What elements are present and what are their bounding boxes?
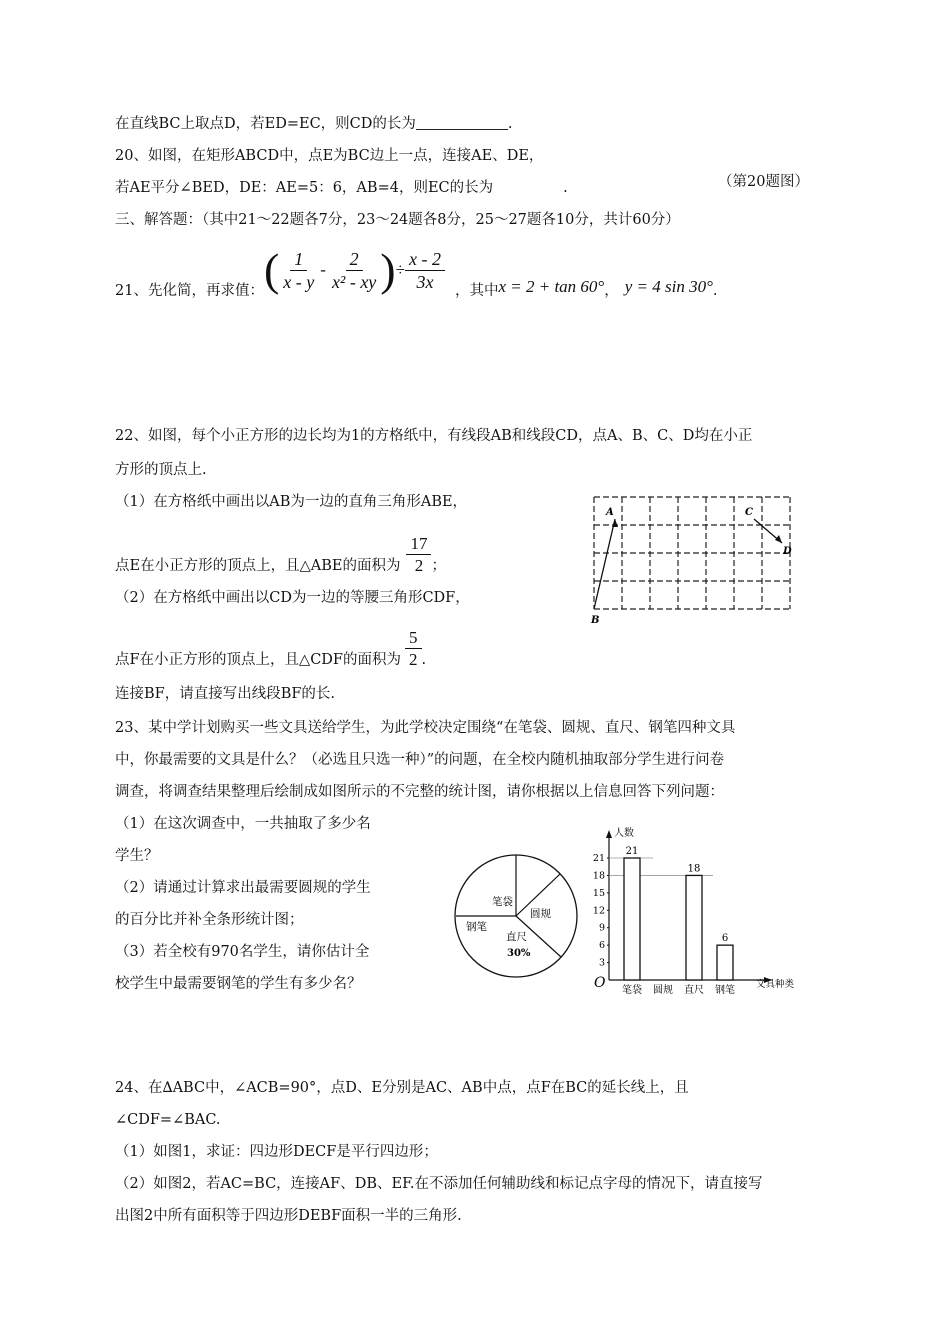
q22-part1-end: ； — [431, 558, 446, 574]
bar-value-label: 18 — [687, 863, 701, 875]
q22-part1b-text: 点E在小正方形的顶点上，且△ABE的面积为 — [115, 558, 401, 574]
pie-label-yuangui: 圆规 — [530, 908, 551, 920]
label-c: C — [745, 507, 753, 518]
q22-line1: 22、如图，每个小正方形的边长均为1的方格纸中，有线段AB和线段CD，点A、B、C、D均在小正 — [115, 428, 753, 444]
q19-end: . — [507, 116, 513, 132]
q20-line2 — [115, 178, 568, 198]
q21-cond-x: x = 2 + tan 60° — [498, 277, 605, 296]
q22-part1: （1）在方格纸中画出以AB为一边的直角三角形ABE， — [115, 494, 468, 510]
y-tick-label: 21 — [592, 853, 605, 864]
q21-minus: - — [320, 260, 326, 279]
y-axis-label: 人数 — [614, 828, 634, 839]
q23-sub3b: 校学生中最需要钢笔的学生有多少名？ — [115, 976, 362, 992]
q23-sub2b: 的百分比并补全条形统计图； — [115, 912, 304, 928]
q20-figure-caption: （第20题图） — [718, 174, 809, 190]
q23-line1: 23、某中学计划购买一些文具送给学生，为此学校决定围绕“在笔袋、圆规、直尺、钢笔四种文具 — [115, 720, 736, 736]
y-axis-arrow — [606, 830, 612, 838]
q23-pie-chart — [452, 852, 582, 982]
q21-divide: ÷ — [395, 260, 405, 279]
q22-part2b-text: 点F在小正方形的顶点上，且△CDF的面积为 — [115, 652, 401, 668]
q21-where: ，其中 — [454, 283, 499, 299]
bar — [717, 945, 733, 980]
q24-part2b: 出图2中所有面积等于四边形DEBF面积一半的三角形. — [115, 1208, 462, 1224]
category-label: 钢笔 — [715, 985, 735, 994]
q22-part2: （2）在方格纸中画出以CD为一边的等腰三角形CDF， — [115, 590, 470, 606]
label-a: A — [606, 507, 614, 518]
q24-part1: （1）如图1，求证：四边形DECF是平行四边形； — [115, 1144, 438, 1160]
bars — [622, 846, 735, 994]
q20-end: . — [563, 180, 568, 196]
point-a-mark — [612, 519, 618, 527]
q22-part2b — [115, 624, 426, 670]
y-tick-label: 18 — [592, 870, 605, 882]
q19-text: 在直线BC上取点D，若ED=EC，则CD的长为 — [115, 116, 416, 132]
bar — [686, 875, 702, 980]
x-axis-label: 文具种类 — [756, 979, 795, 990]
bar-value-label: 6 — [721, 933, 729, 945]
y-tick-label: 6 — [598, 940, 605, 952]
y-tick-label: 12 — [592, 905, 605, 917]
q24-line2: ∠CDF=∠BAC. — [115, 1112, 221, 1128]
origin-label: O — [594, 975, 606, 991]
q21-end: . — [712, 283, 718, 299]
label-b: B — [591, 615, 600, 626]
pie-label-bidai: 笔袋 — [492, 896, 513, 908]
q23-sub3a: （3）若全校有970名学生，请你估计全 — [115, 944, 370, 960]
q21-prefix: 21、先化简，再求值： — [115, 283, 264, 299]
q22-area1-frac: $\frac{17}{2}$ — [406, 533, 431, 576]
pie-label-gangbi: 钢笔 — [466, 921, 487, 933]
q24-line1: 24、在∆ABC中，∠ACB=90°，点D、E分别是AC、AB中点，点F在BC的延长线上，且 — [115, 1080, 689, 1096]
q21-frac2: $\frac{2}{\text{x² - xy}}$ — [331, 248, 377, 292]
category-label: 圆规 — [653, 985, 673, 994]
q20-line2-text: 若AE平分∠BED，DE：AE=5：6，AB=4，则EC的长为 — [115, 180, 494, 196]
bar-value-label: 21 — [625, 846, 639, 857]
q21-cond-y: y = 4 sin 30° — [624, 277, 713, 296]
q23-sub2a: （2）请通过计算求出最需要圆规的学生 — [115, 880, 371, 896]
q23-bar-chart — [590, 822, 805, 994]
q20-line1: 20、如图，在矩形ABCD中，点E为BC边上一点，连接AE、DE， — [115, 148, 544, 164]
q23-line3: 调查，将调查结果整理后绘制成如图所示的不完整的统计图，请你根据以上信息回答下列问题： — [115, 784, 724, 800]
pie-label-zhichi-pct: 30% — [507, 948, 531, 959]
q21-line — [115, 240, 717, 300]
segment-ab — [594, 519, 615, 609]
q19-tail-line — [115, 114, 513, 134]
q23-line2: 中，你最需要的文具是什么？（必选且只选一种）”的问题，在全校内随机抽取部分学生进行问卷 — [115, 752, 725, 768]
section3-header: 三、解答题：（其中21～22题各7分，23～24题各8分，25～27题各10分，共计60分） — [115, 212, 680, 228]
q22-line2: 方形的顶点上. — [115, 462, 207, 478]
point-d-mark — [775, 535, 782, 543]
q21-frac3: $\frac{x - 2}{3x}$ — [405, 248, 445, 293]
category-label: 直尺 — [684, 985, 704, 994]
q21-frac1: $\frac{1}{x - y}$ — [283, 248, 315, 292]
q23-sub1a: （1）在这次调查中，一共抽取了多少名 — [115, 816, 371, 832]
q23-sub1b: 学生？ — [115, 848, 159, 864]
category-label: 笔袋 — [622, 985, 642, 994]
q21-comma: ， — [604, 283, 619, 299]
q24-part2a: （2）如图2，若AC=BC，连接AF、DB、EF.在不添加任何辅助线和标记点字母的情况下，请直接写 — [115, 1176, 763, 1192]
label-d: D — [783, 546, 792, 557]
grid-lines — [594, 497, 790, 609]
q21-right-paren: ) — [380, 244, 396, 295]
q22-grid-figure — [585, 488, 815, 628]
y-tick-label: 9 — [598, 922, 605, 934]
q19-answer-blank[interactable] — [416, 115, 508, 130]
pie-label-zhichi: 直尺 — [506, 931, 527, 943]
q22-area2-frac: $\frac{5}{2}$ — [405, 627, 422, 670]
q22-part3: 连接BF，请直接写出线段BF的长. — [115, 686, 336, 702]
q21-left-paren: ( — [263, 244, 280, 295]
q22-part2-end: . — [421, 652, 427, 668]
y-tick-label: 15 — [592, 887, 605, 899]
bar — [624, 858, 640, 980]
q22-part1b — [115, 530, 446, 576]
y-tick-label: 3 — [598, 957, 605, 969]
